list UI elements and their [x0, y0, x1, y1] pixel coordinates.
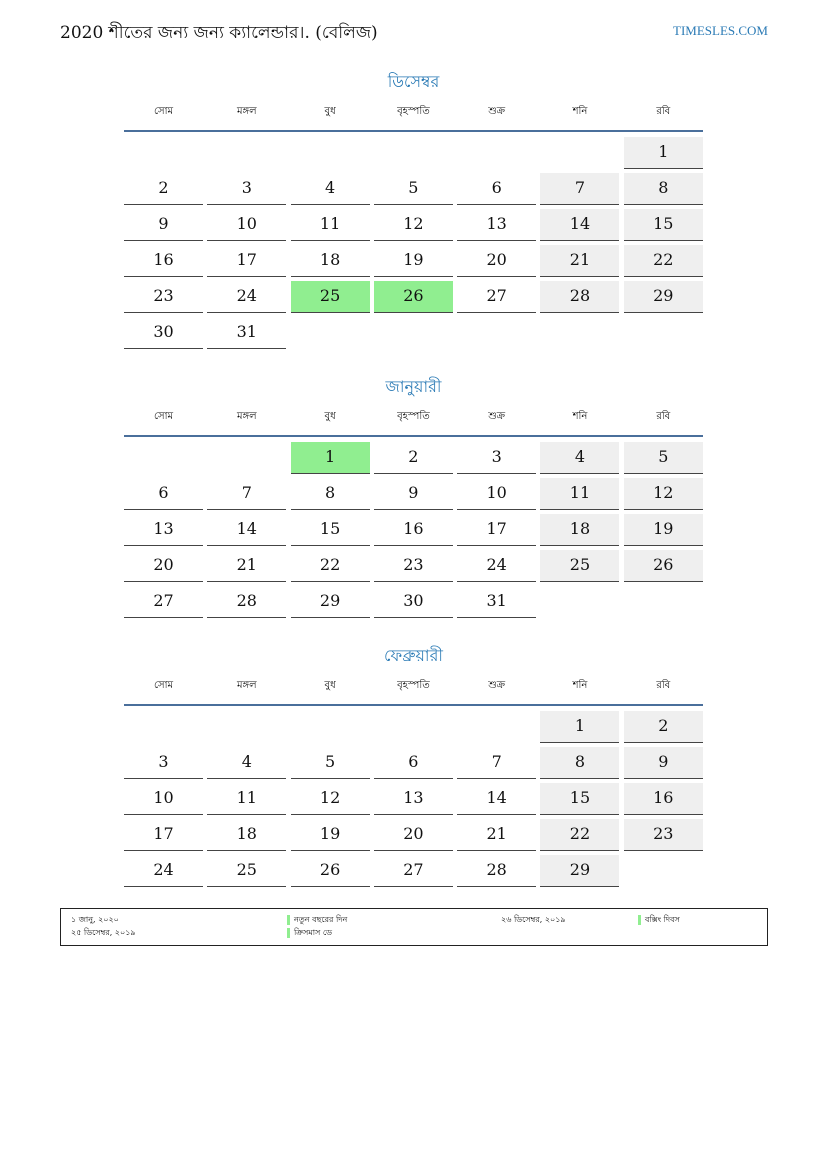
day-cell: 4 [540, 442, 619, 474]
day-grid [124, 709, 703, 889]
month-december [124, 67, 703, 351]
holiday-day-cell: 26 [374, 281, 453, 313]
day-cell: 6 [124, 478, 203, 510]
weekday-header [124, 402, 703, 432]
weekday-label: শনি [572, 105, 588, 117]
site-link[interactable]: TIMESLES.COM [673, 23, 768, 38]
legend-holiday [638, 914, 680, 927]
day-cell: 2 [124, 173, 203, 205]
empty-cell [207, 442, 286, 474]
day-cell: 17 [457, 514, 536, 546]
day-cell: 28 [457, 855, 536, 887]
day-cell: 13 [457, 209, 536, 241]
day-cell: 27 [374, 855, 453, 887]
day-cell: 12 [291, 783, 370, 815]
weekday-label: শুক্র [488, 679, 506, 691]
day-cell: 18 [291, 245, 370, 277]
day-cell: 3 [124, 747, 203, 779]
day-cell: 29 [291, 586, 370, 618]
day-cell: 26 [291, 855, 370, 887]
legend-holiday-name: ক্রিসমাস ডে [294, 928, 332, 937]
weekday-label: শুক্র [488, 105, 506, 117]
weekday-label: রবি [656, 679, 671, 691]
weekday-label: বুধ [324, 410, 336, 422]
weekday-label: রবি [656, 410, 671, 422]
empty-cell [124, 137, 203, 169]
weekday-label: মঙ্গল [236, 410, 257, 422]
weekday-label: বৃহস্পতি [397, 410, 430, 422]
day-cell: 4 [207, 747, 286, 779]
legend-holiday-name: নতুন বছরের দিন [294, 915, 348, 924]
day-cell: 10 [124, 783, 203, 815]
day-cell: 2 [374, 442, 453, 474]
day-cell: 9 [624, 747, 703, 779]
day-cell: 23 [124, 281, 203, 313]
header-rule [124, 130, 703, 132]
day-cell: 24 [124, 855, 203, 887]
day-cell: 10 [207, 209, 286, 241]
day-cell: 6 [457, 173, 536, 205]
day-cell: 27 [457, 281, 536, 313]
empty-cell [457, 711, 536, 743]
day-cell: 23 [374, 550, 453, 582]
day-cell: 29 [624, 281, 703, 313]
holiday-color-marker [287, 928, 290, 938]
day-cell: 22 [291, 550, 370, 582]
day-cell: 5 [624, 442, 703, 474]
day-cell: 1 [540, 711, 619, 743]
legend-holiday-name: বক্সিং দিবস [645, 915, 680, 924]
day-cell: 7 [457, 747, 536, 779]
weekday-label: শুক্র [488, 410, 506, 422]
weekday-label: মঙ্গল [236, 105, 257, 117]
weekday-header [124, 671, 703, 701]
day-cell: 25 [540, 550, 619, 582]
day-cell: 12 [624, 478, 703, 510]
empty-cell [207, 711, 286, 743]
weekday-label: সোম [153, 679, 174, 691]
day-cell: 23 [624, 819, 703, 851]
day-cell: 11 [207, 783, 286, 815]
page-title: 2020 শীতের জন্য জন্য ক্যালেন্ডার।. (বেলিজ) [60, 23, 378, 43]
day-cell: 3 [207, 173, 286, 205]
day-cell: 12 [374, 209, 453, 241]
day-cell: 13 [374, 783, 453, 815]
header-rule [124, 435, 703, 437]
day-cell: 31 [207, 317, 286, 349]
legend-holiday [287, 927, 332, 940]
day-cell: 24 [207, 281, 286, 313]
weekday-label: মঙ্গল [236, 679, 257, 691]
month-february [124, 641, 703, 889]
header-rule [124, 704, 703, 706]
legend-holiday [287, 914, 347, 927]
day-cell: 1 [624, 137, 703, 169]
month-january [124, 372, 703, 620]
weekday-label: বুধ [324, 105, 336, 117]
day-cell: 16 [374, 514, 453, 546]
day-cell: 21 [540, 245, 619, 277]
weekday-label: রবি [656, 105, 671, 117]
day-grid [124, 440, 703, 620]
legend-date: ২৫ ডিসেম্বর, ২০১৯ [71, 928, 136, 937]
empty-cell [124, 442, 203, 474]
legend-date: ২৬ ডিসেম্বর, ২০১৯ [501, 915, 566, 924]
day-cell: 15 [540, 783, 619, 815]
day-cell: 6 [374, 747, 453, 779]
day-cell: 2 [624, 711, 703, 743]
day-cell: 18 [207, 819, 286, 851]
day-cell: 24 [457, 550, 536, 582]
holiday-day-cell: 1 [291, 442, 370, 474]
month-title: ফেব্রুয়ারী [384, 646, 443, 665]
day-cell: 14 [207, 514, 286, 546]
weekday-label: শনি [572, 679, 588, 691]
empty-cell [540, 137, 619, 169]
day-cell: 7 [207, 478, 286, 510]
day-cell: 13 [124, 514, 203, 546]
day-cell: 22 [540, 819, 619, 851]
day-cell: 28 [207, 586, 286, 618]
weekday-header [124, 97, 703, 127]
day-cell: 10 [457, 478, 536, 510]
weekday-label: বুধ [324, 679, 336, 691]
day-cell: 11 [540, 478, 619, 510]
empty-cell [291, 711, 370, 743]
weekday-label: সোম [153, 410, 174, 422]
day-cell: 21 [207, 550, 286, 582]
day-cell: 14 [540, 209, 619, 241]
day-cell: 8 [624, 173, 703, 205]
holiday-color-marker [287, 915, 290, 925]
holiday-color-marker [638, 915, 641, 925]
empty-cell [124, 711, 203, 743]
day-cell: 25 [207, 855, 286, 887]
day-cell: 17 [207, 245, 286, 277]
day-cell: 17 [124, 819, 203, 851]
day-cell: 16 [624, 783, 703, 815]
day-cell: 30 [374, 586, 453, 618]
day-cell: 15 [624, 209, 703, 241]
day-cell: 29 [540, 855, 619, 887]
day-cell: 5 [374, 173, 453, 205]
day-cell: 19 [291, 819, 370, 851]
day-cell: 11 [291, 209, 370, 241]
day-cell: 20 [457, 245, 536, 277]
weekday-label: শনি [572, 410, 588, 422]
day-cell: 30 [124, 317, 203, 349]
empty-cell [457, 137, 536, 169]
day-cell: 20 [374, 819, 453, 851]
empty-cell [374, 711, 453, 743]
day-cell: 5 [291, 747, 370, 779]
day-cell: 28 [540, 281, 619, 313]
day-cell: 4 [291, 173, 370, 205]
day-cell: 27 [124, 586, 203, 618]
day-cell: 14 [457, 783, 536, 815]
weekday-label: বৃহস্পতি [397, 105, 430, 117]
day-cell: 3 [457, 442, 536, 474]
holiday-legend [60, 908, 768, 946]
day-cell: 8 [540, 747, 619, 779]
legend-date: ১ জানু, ২০২০ [71, 915, 119, 924]
empty-cell [374, 137, 453, 169]
weekday-label: সোম [153, 105, 174, 117]
day-cell: 15 [291, 514, 370, 546]
day-cell: 9 [124, 209, 203, 241]
empty-cell [207, 137, 286, 169]
day-cell: 7 [540, 173, 619, 205]
day-cell: 22 [624, 245, 703, 277]
day-cell: 20 [124, 550, 203, 582]
month-title: ডিসেম্বর [387, 72, 440, 91]
day-cell: 8 [291, 478, 370, 510]
day-cell: 31 [457, 586, 536, 618]
day-cell: 19 [624, 514, 703, 546]
weekday-label: বৃহস্পতি [397, 679, 430, 691]
day-grid [124, 135, 703, 351]
day-cell: 21 [457, 819, 536, 851]
day-cell: 26 [624, 550, 703, 582]
day-cell: 18 [540, 514, 619, 546]
empty-cell [291, 137, 370, 169]
month-title: জানুয়ারী [385, 377, 442, 396]
day-cell: 16 [124, 245, 203, 277]
day-cell: 19 [374, 245, 453, 277]
holiday-day-cell: 25 [291, 281, 370, 313]
day-cell: 9 [374, 478, 453, 510]
